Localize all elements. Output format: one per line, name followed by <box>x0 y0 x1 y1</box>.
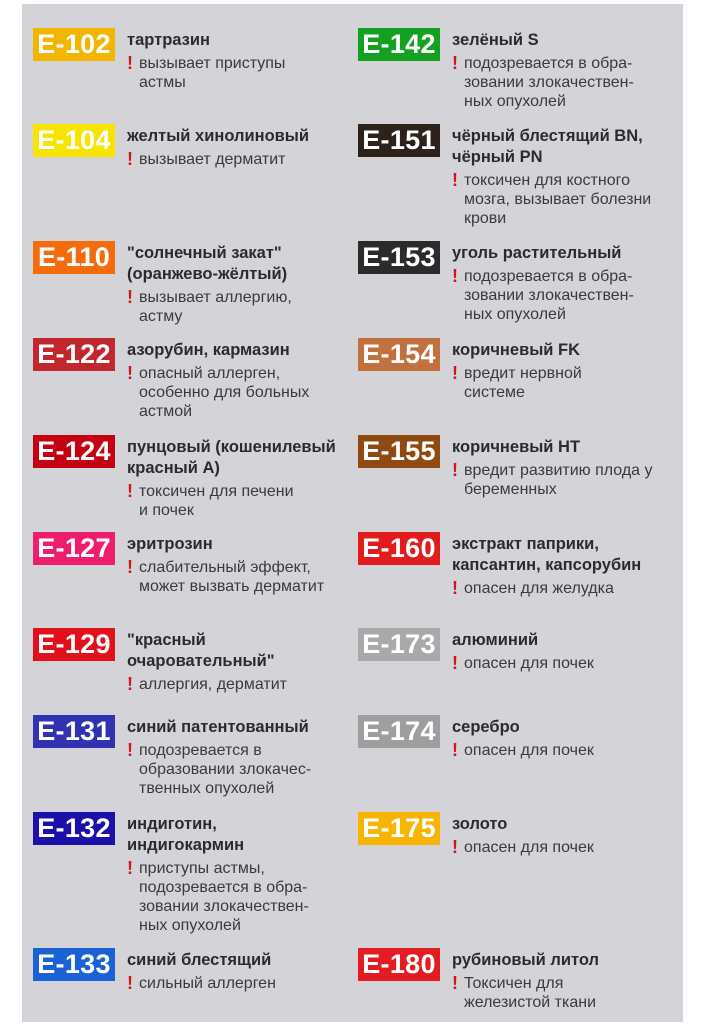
additive-effect: ! подозревается в обра- зовании злокачествен- ных опухолей <box>452 266 634 323</box>
additive-effect: ! слабительный эффект, может вызвать дерматит <box>127 557 325 595</box>
additive-name: тартразин <box>127 31 210 49</box>
additive-effect: ! токсичен для костного мозга, вызывает болезни крови <box>452 170 652 227</box>
additive-effect: ! подозревается в образовании злокачес- твенных опухолей <box>127 740 312 797</box>
code-badge: E-155 <box>358 435 440 468</box>
additive-effect: ! токсичен для печени и почек <box>127 481 294 519</box>
additive-effect: ! вызывает аллергию, астму <box>127 287 292 325</box>
additive-name: "солнечный закат" (оранжево-жёлтый) <box>127 244 288 283</box>
warning-mark: ! <box>452 460 458 480</box>
additive-name: зелёный S <box>452 31 539 49</box>
additive-effect: ! опасен для желудка <box>452 578 614 598</box>
additive-effect: ! вредит нервной системе <box>452 363 582 401</box>
warning-mark: ! <box>127 973 133 993</box>
warning-mark: ! <box>452 266 458 286</box>
additive-effect: ! сильный аллерген <box>127 973 276 993</box>
code-badge: E-151 <box>358 124 440 157</box>
warning-mark: ! <box>127 149 133 169</box>
code-badge: E-142 <box>358 28 440 61</box>
code-badge: E-124 <box>33 435 115 468</box>
code-badge: E-174 <box>358 715 440 748</box>
warning-mark: ! <box>452 653 458 673</box>
additive-effect: ! вызывает дерматит <box>127 149 286 169</box>
additive-name: эритрозин <box>127 535 213 553</box>
additive-effect: ! подозревается в обра- зовании злокачествен- ных опухолей <box>452 53 634 110</box>
code-badge: E-153 <box>358 241 440 274</box>
additive-name: коричневый HT <box>452 438 581 456</box>
code-badge: E-122 <box>33 338 115 371</box>
code-badge: E-129 <box>33 628 115 661</box>
warning-mark: ! <box>127 287 133 307</box>
additive-effect: ! Токсичен для железистой ткани <box>452 973 597 1011</box>
code-badge: E-175 <box>358 812 440 845</box>
warning-mark: ! <box>127 674 133 694</box>
code-badge: E-173 <box>358 628 440 661</box>
warning-mark: ! <box>452 53 458 73</box>
additive-effect: ! приступы астмы, подозревается в обра- зовании злокачествен- ных опухолей <box>127 858 309 934</box>
additive-effect: ! опасен для почек <box>452 653 594 673</box>
code-badge: E-133 <box>33 948 115 981</box>
code-badge: E-110 <box>33 241 115 274</box>
warning-mark: ! <box>127 53 133 73</box>
warning-mark: ! <box>452 578 458 598</box>
additive-effect: ! вредит развитию плода у беременных <box>452 460 653 498</box>
code-badge: E-160 <box>358 532 440 565</box>
code-badge: E-132 <box>33 812 115 845</box>
additive-name: синий патентованный <box>127 718 309 736</box>
additive-name: чёрный блестящий BN, чёрный PN <box>452 127 643 166</box>
additive-name: экстракт паприки, капсантин, капсорубин <box>452 535 642 574</box>
warning-mark: ! <box>127 740 133 760</box>
warning-mark: ! <box>127 858 133 878</box>
additive-name: рубиновый литол <box>452 951 600 969</box>
code-badge: E-102 <box>33 28 115 61</box>
additive-name: серебро <box>452 718 520 736</box>
warning-mark: ! <box>127 363 133 383</box>
additive-name: индиготин, индигокармин <box>127 815 245 854</box>
code-badge: E-127 <box>33 532 115 565</box>
additive-effect: ! вызывает приступы астмы <box>127 53 286 91</box>
warning-mark: ! <box>452 973 458 993</box>
additive-name: "красный очаровательный" <box>127 631 275 670</box>
warning-mark: ! <box>127 481 133 501</box>
additive-name: синий блестящий <box>127 951 272 969</box>
additive-effect: ! аллергия, дерматит <box>127 674 287 694</box>
warning-mark: ! <box>452 363 458 383</box>
code-badge: E-131 <box>33 715 115 748</box>
additive-effect: ! опасный аллерген, особенно для больных астмой <box>127 363 310 420</box>
additive-name: желтый хинолиновый <box>127 127 310 145</box>
code-badge: E-104 <box>33 124 115 157</box>
additive-effect: ! опасен для почек <box>452 740 594 760</box>
additive-name: уголь растительный <box>452 244 622 262</box>
warning-mark: ! <box>127 557 133 577</box>
code-badge: E-180 <box>358 948 440 981</box>
warning-mark: ! <box>452 170 458 190</box>
additive-effect: ! опасен для почек <box>452 837 594 857</box>
code-badge: E-154 <box>358 338 440 371</box>
additive-name: коричневый FK <box>452 341 581 359</box>
additive-name: алюминий <box>452 631 539 649</box>
warning-mark: ! <box>452 740 458 760</box>
warning-mark: ! <box>452 837 458 857</box>
additive-name: золото <box>452 815 508 833</box>
additive-name: пунцовый (кошенилевый красный А) <box>127 438 336 477</box>
additive-name: азорубин, кармазин <box>127 341 290 359</box>
additives-panel <box>22 4 683 1022</box>
